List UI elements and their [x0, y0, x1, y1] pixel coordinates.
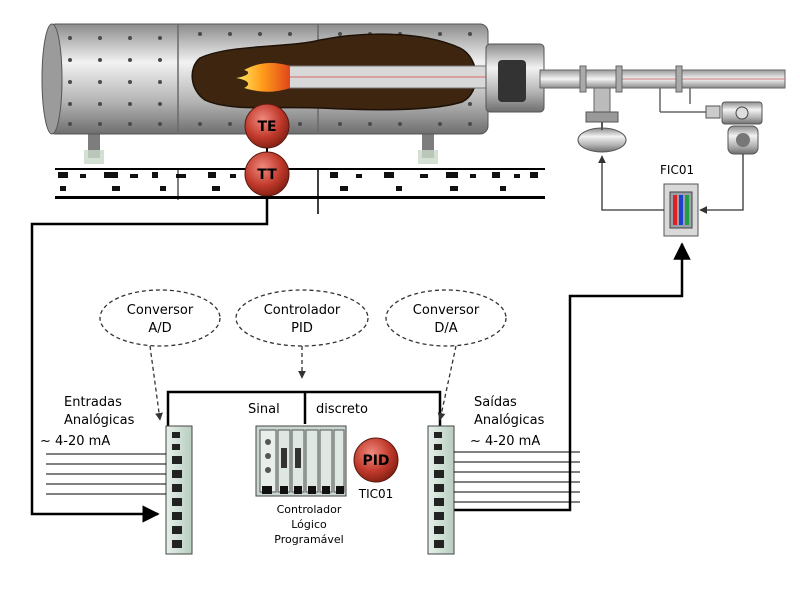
furnace-scale-strip — [55, 168, 545, 214]
inputs-range: ~ 4-20 mA — [40, 434, 111, 449]
temperature-element — [245, 104, 289, 148]
outputs-label-line1: Saídas — [474, 395, 517, 410]
fic01-controller — [660, 163, 698, 236]
inputs-label-line1: Entradas — [64, 395, 122, 410]
bubble-conversor-da — [386, 290, 506, 346]
outputs-range: ~ 4-20 mA — [470, 434, 541, 449]
fic01-label: FIC01 — [660, 163, 695, 177]
bubble-da-line2: D/A — [434, 321, 458, 336]
signal-word2: discreto — [316, 402, 368, 417]
control-valve — [578, 88, 626, 152]
output-signal-wire — [446, 244, 682, 510]
temperature-transmitter — [245, 152, 289, 196]
bubble-ad-line2: A/D — [148, 321, 172, 336]
bubble-pid-line1: Controlador — [263, 303, 341, 318]
input-signal-wire — [32, 196, 267, 514]
te-label: TE — [257, 119, 277, 135]
burner-window — [498, 60, 526, 102]
bar-blue — [679, 195, 683, 225]
bubble-da-line1: Conversor — [412, 303, 480, 318]
bar-red — [673, 195, 677, 225]
outputs-label-line2: Analógicas — [474, 413, 545, 428]
pid-badge-label: PID — [362, 453, 390, 469]
bubble-controlador-pid — [236, 290, 368, 346]
bar-green — [685, 195, 689, 225]
bubble-ad-line1: Conversor — [126, 303, 194, 318]
flow-transmitter — [660, 88, 762, 154]
furnace — [42, 24, 580, 164]
fuel-line — [540, 66, 785, 154]
plc-label-line3: Programável — [274, 533, 344, 546]
bubble-conversor-ad — [100, 290, 220, 346]
tic01-label: TIC01 — [358, 487, 394, 501]
tt-label: TT — [257, 167, 277, 183]
plc-label-line1: Controlador — [276, 503, 342, 516]
plc-label-line2: Lógico — [291, 518, 327, 531]
pid-badge — [354, 438, 398, 482]
plc-rack — [256, 426, 346, 496]
bubble-pid-line2: PID — [291, 321, 313, 336]
inputs-label-line2: Analógicas — [64, 413, 135, 428]
bubble-pointers — [150, 346, 456, 420]
signal-word1: Sinal — [248, 402, 280, 417]
